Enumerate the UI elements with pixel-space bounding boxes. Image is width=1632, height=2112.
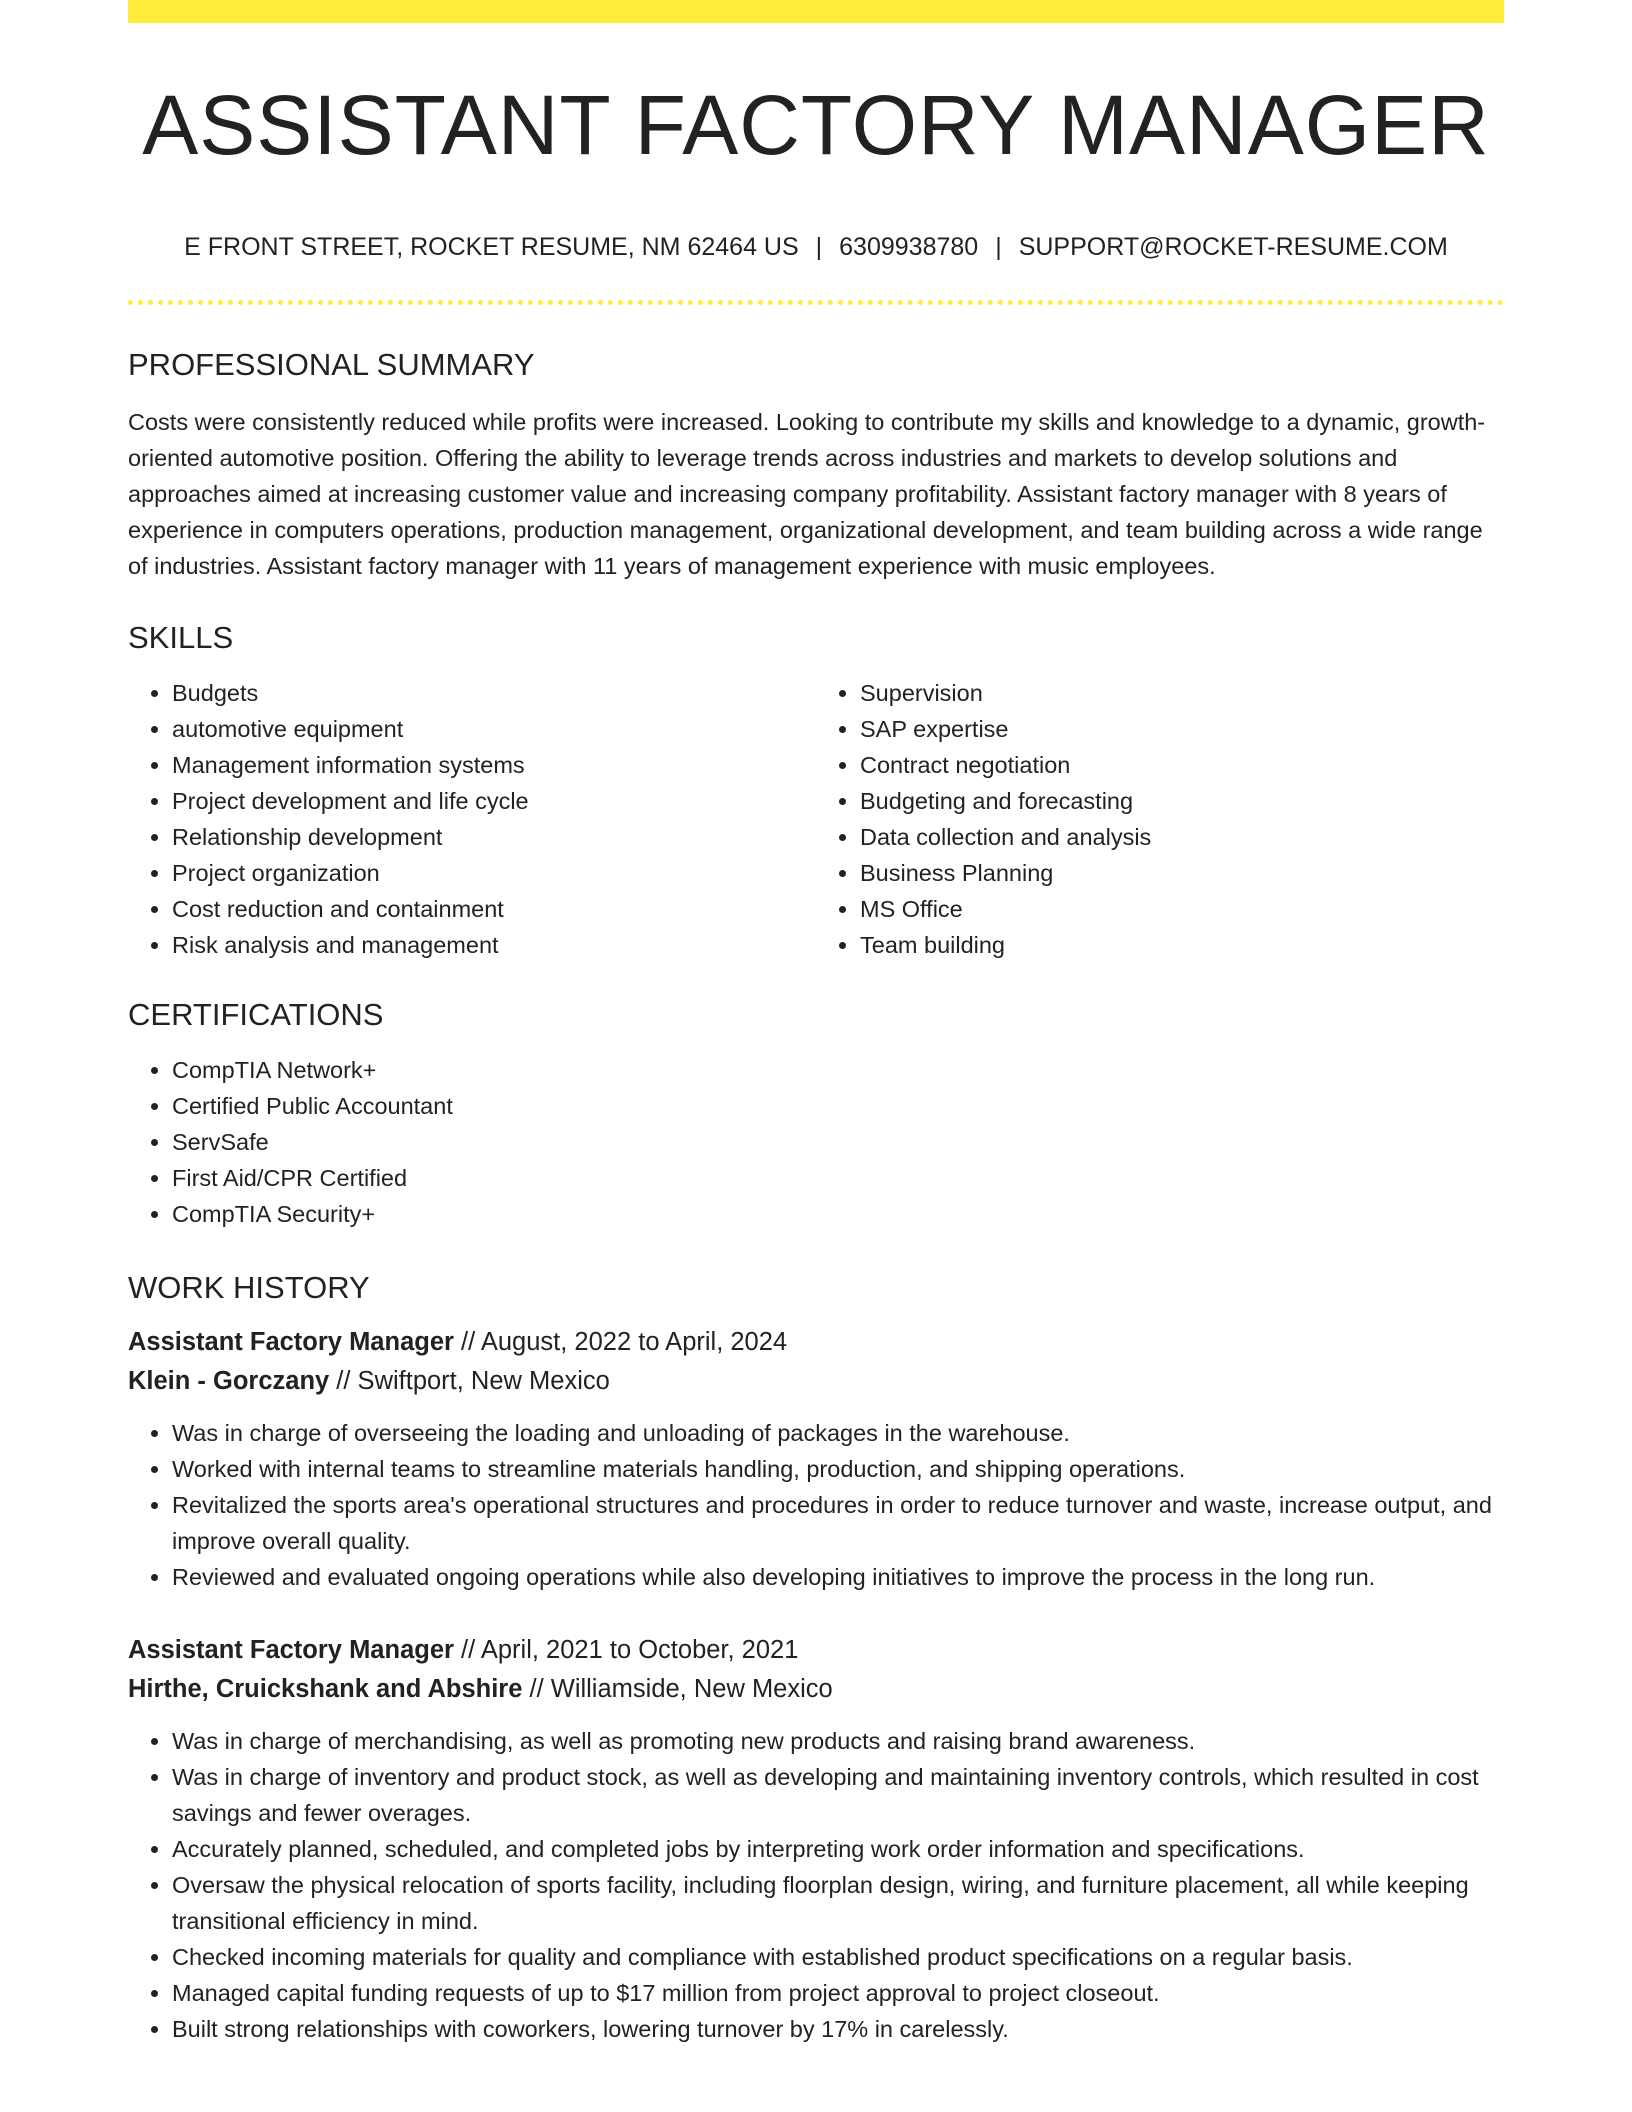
certifications-heading: CERTIFICATIONS bbox=[128, 997, 384, 1032]
job-bullets bbox=[128, 1415, 1504, 1595]
contact-separator: | bbox=[995, 233, 1002, 261]
skill-item: • Project development and life cycle bbox=[172, 783, 816, 819]
job-bullet: • Managed capital funding requests of up to $17 million from project approval to project closeout. bbox=[172, 1975, 1504, 2011]
job-location: // Williamside, New Mexico bbox=[522, 1675, 833, 1703]
contact-phone: 6309938780 bbox=[839, 233, 979, 261]
dotted-divider bbox=[128, 300, 1504, 305]
job-bullet: • Was in charge of overseeing the loading and unloading of packages in the warehouse. bbox=[172, 1415, 1504, 1451]
job-bullet: • Oversaw the physical relocation of sports facility, including floorplan design, wiring, and furniture placement, all while keeping transitional efficiency in mind. bbox=[172, 1867, 1504, 1939]
skills-list-left bbox=[128, 675, 816, 963]
skill-item: • Contract negotiation bbox=[860, 747, 1504, 783]
certification-item: • CompTIA Security+ bbox=[172, 1196, 1504, 1232]
job-entry bbox=[128, 1631, 1504, 2047]
accent-top-bar bbox=[128, 0, 1504, 23]
job-company: Hirthe, Cruickshank and Abshire bbox=[128, 1675, 523, 1703]
job-title-line bbox=[128, 1631, 1504, 1670]
certification-item: • Certified Public Accountant bbox=[172, 1088, 1504, 1124]
resume-page bbox=[128, 0, 1504, 2047]
resume-name: ASSISTANT FACTORY MANAGER bbox=[142, 78, 1490, 172]
skill-item: • Management information systems bbox=[172, 747, 816, 783]
skill-item: • Relationship development bbox=[172, 819, 816, 855]
job-company: Klein - Gorczany bbox=[128, 1367, 330, 1395]
job-bullet: • Revitalized the sports area's operational structures and procedures in order to reduce turnover and waste, increase output, and improve overall quality. bbox=[172, 1487, 1504, 1559]
job-dates: // April, 2021 to October, 2021 bbox=[453, 1636, 799, 1664]
job-entry bbox=[128, 1323, 1504, 1595]
skills-columns bbox=[128, 675, 1504, 963]
job-location: // Swiftport, New Mexico bbox=[329, 1367, 610, 1395]
certification-item: • First Aid/CPR Certified bbox=[172, 1160, 1504, 1196]
skills-list-right bbox=[816, 675, 1504, 963]
contact-email: SUPPORT@ROCKET-RESUME.COM bbox=[1018, 233, 1448, 261]
skill-item: • automotive equipment bbox=[172, 711, 816, 747]
job-title: Assistant Factory Manager bbox=[128, 1328, 454, 1356]
skill-item: • Business Planning bbox=[860, 855, 1504, 891]
contact-line bbox=[128, 235, 1504, 260]
job-company-line bbox=[128, 1670, 1504, 1709]
skill-item: • Cost reduction and containment bbox=[172, 891, 816, 927]
work-history-heading: WORK HISTORY bbox=[128, 1270, 370, 1305]
job-title-line bbox=[128, 1323, 1504, 1362]
certification-item: • CompTIA Network+ bbox=[172, 1052, 1504, 1088]
skill-item: • Data collection and analysis bbox=[860, 819, 1504, 855]
job-bullet: • Worked with internal teams to streamline materials handling, production, and shipping operations. bbox=[172, 1451, 1504, 1487]
skills-heading: SKILLS bbox=[128, 620, 234, 655]
contact-separator: | bbox=[815, 233, 823, 261]
skill-item: • Budgets bbox=[172, 675, 816, 711]
skill-item: • Project organization bbox=[172, 855, 816, 891]
skill-item: • Budgeting and forecasting bbox=[860, 783, 1504, 819]
skill-item: • MS Office bbox=[860, 891, 1504, 927]
certification-item: • ServSafe bbox=[172, 1124, 1504, 1160]
job-company-line bbox=[128, 1362, 1504, 1401]
skill-item: • Team building bbox=[860, 927, 1504, 963]
summary-text: Costs were consistently reduced while profits were increased. Looking to contribute my skills and knowledge to a dynamic, growth-oriented automotive position. Offering the ability to leverage trends across industries and markets to develop solutions and approaches aimed at increasing customer value and increasing company profitability. Assistant factory manager with 8 years of experience in computers operations, production management, organizational development, and team building across a wide range of industries. Assistant factory manager with 11 years of management experience with music employees. bbox=[128, 409, 1486, 579]
job-bullet: • Built strong relationships with coworkers, lowering turnover by 17% in carelessly. bbox=[172, 2011, 1504, 2047]
skill-item: • SAP expertise bbox=[860, 711, 1504, 747]
skill-item: • Supervision bbox=[860, 675, 1504, 711]
summary-heading: PROFESSIONAL SUMMARY bbox=[128, 347, 535, 382]
certifications-list bbox=[128, 1052, 1504, 1232]
skill-item: • Risk analysis and management bbox=[172, 927, 816, 963]
job-bullet: • Was in charge of merchandising, as well as promoting new products and raising brand awareness. bbox=[172, 1723, 1504, 1759]
job-bullet: • Reviewed and evaluated ongoing operations while also developing initiatives to improve the process in the long run. bbox=[172, 1559, 1504, 1595]
job-bullet: • Checked incoming materials for quality and compliance with established product specifications on a regular basis. bbox=[172, 1939, 1504, 1975]
job-dates: // August, 2022 to April, 2024 bbox=[453, 1328, 788, 1356]
job-title: Assistant Factory Manager bbox=[128, 1636, 454, 1664]
contact-address: E FRONT STREET, ROCKET RESUME, NM 62464 US bbox=[184, 233, 799, 261]
job-bullet: • Accurately planned, scheduled, and completed jobs by interpreting work order information and specifications. bbox=[172, 1831, 1504, 1867]
job-bullet: • Was in charge of inventory and product stock, as well as developing and maintaining inventory controls, which resulted in cost savings and fewer overages. bbox=[172, 1759, 1504, 1831]
job-bullets bbox=[128, 1723, 1504, 2047]
